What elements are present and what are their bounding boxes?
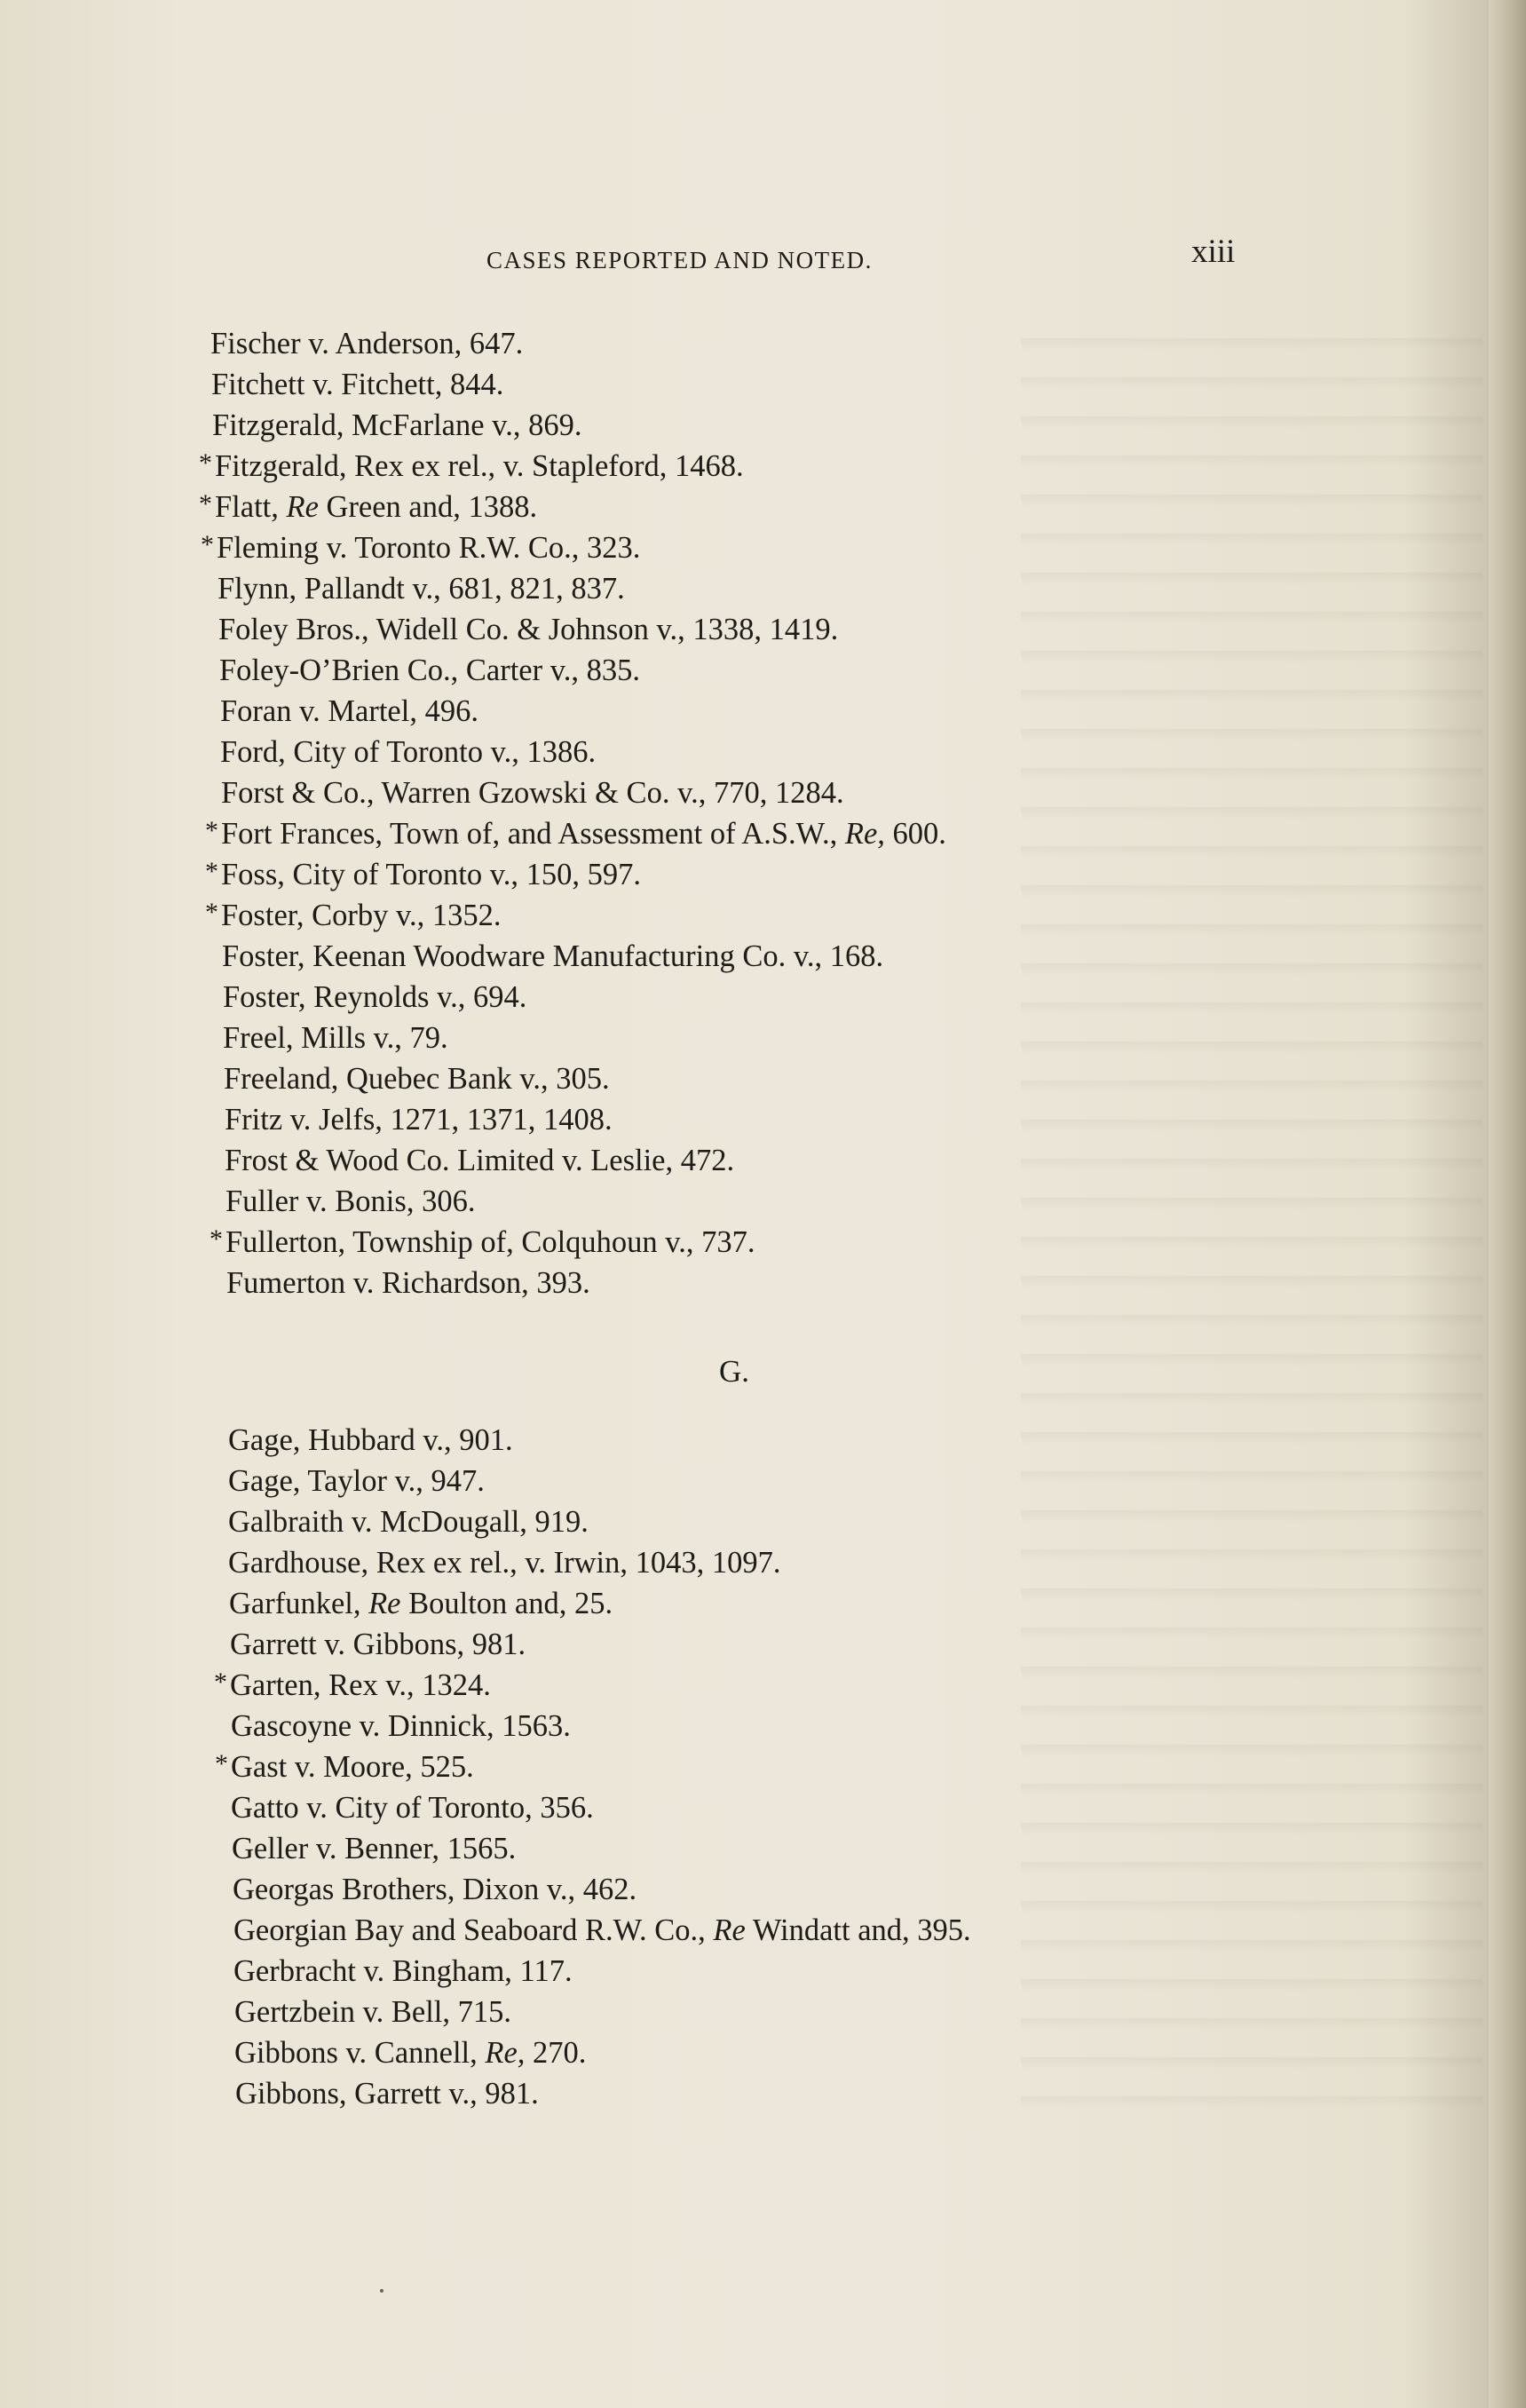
asterisk-marker: * <box>199 448 212 478</box>
asterisk-marker: * <box>205 898 218 927</box>
index-entry: Fitchett v. Fitchett, 844. <box>211 368 504 401</box>
index-entry: * Flatt, Re Green and, 1388. <box>215 489 537 525</box>
page-number: xiii <box>1191 234 1236 270</box>
index-entry: * Fleming v. Toronto R.W. Co., 323. <box>217 530 640 566</box>
index-entry: Gascoyne v. Dinnick, 1563. <box>231 1709 571 1743</box>
index-entry: Forst & Co., Warren Gzowski & Co. v., 770, 1284. <box>221 776 844 810</box>
index-entry: Geller v. Benner, 1565. <box>232 1832 517 1865</box>
index-entry: Garfunkel, Re Boulton and, 25. <box>229 1587 613 1620</box>
index-entry: Georgian Bay and Seaboard R.W. Co., Re Windatt and, 395. <box>233 1913 971 1947</box>
index-entry: Fitzgerald, McFarlane v., 869. <box>212 408 582 442</box>
index-entry: * Fullerton, Township of, Colquhoun v., 737. <box>225 1224 755 1260</box>
asterisk-marker: * <box>199 489 212 519</box>
index-entry: Gibbons, Garrett v., 981. <box>235 2077 539 2111</box>
asterisk-marker: * <box>205 816 218 845</box>
index-entry: * Fort Frances, Town of, and Assessment of A.S.W., Re, 600. <box>221 816 946 852</box>
index-entry: Fumerton v. Richardson, 393. <box>226 1266 590 1300</box>
index-entry: Foley-O’Brien Co., Carter v., 835. <box>219 653 640 687</box>
index-entry: * Gast v. Moore, 525. <box>231 1749 474 1785</box>
index-entry: Garrett v. Gibbons, 981. <box>230 1628 526 1661</box>
index-entry: * Garten, Rex v., 1324. <box>230 1667 491 1703</box>
index-entry: Flynn, Pallandt v., 681, 821, 837. <box>217 572 625 606</box>
asterisk-marker: * <box>205 857 218 886</box>
index-entry: Gertzbein v. Bell, 715. <box>234 1995 512 2029</box>
index-entry: Foster, Reynolds v., 694. <box>223 980 527 1014</box>
index-entry: Gatto v. City of Toronto, 356. <box>231 1791 594 1825</box>
index-entry: Frost & Wood Co. Limited v. Leslie, 472. <box>225 1144 735 1177</box>
asterisk-marker: * <box>210 1224 223 1254</box>
index-entry: Gardhouse, Rex ex rel., v. Irwin, 1043, 1097. <box>228 1546 781 1580</box>
asterisk-marker: * <box>201 530 214 559</box>
index-entry: Fuller v. Bonis, 306. <box>225 1184 476 1218</box>
index-entry: Ford, City of Toronto v., 1386. <box>220 735 597 769</box>
index-entry: Fischer v. Anderson, 647. <box>210 327 524 360</box>
print-speck <box>380 2289 383 2293</box>
asterisk-marker: * <box>215 1749 228 1778</box>
index-entry: Gage, Hubbard v., 901. <box>228 1423 513 1457</box>
index-entry: * Foss, City of Toronto v., 150, 597. <box>221 857 641 892</box>
index-entry: Gerbracht v. Bingham, 117. <box>233 1954 573 1988</box>
index-entry: Foran v. Martel, 496. <box>220 694 478 728</box>
index-entry: Gibbons v. Cannell, Re, 270. <box>234 2036 587 2070</box>
index-entry: Freeland, Quebec Bank v., 305. <box>224 1062 610 1096</box>
section-heading-g: G. <box>719 1354 750 1389</box>
index-entry: Georgas Brothers, Dixon v., 462. <box>233 1873 637 1906</box>
index-entry: Gage, Taylor v., 947. <box>228 1464 485 1498</box>
index-entry: * Fitzgerald, Rex ex rel., v. Stapleford, 1468. <box>215 448 744 484</box>
index-entry: Foley Bros., Widell Co. & Johnson v., 1338, 1419. <box>218 613 839 646</box>
index-entry: Foster, Keenan Woodware Manufacturing Co. v., 168. <box>222 939 884 973</box>
running-header: CASES REPORTED AND NOTED. <box>486 247 873 273</box>
index-entry: Galbraith v. McDougall, 919. <box>228 1505 589 1539</box>
asterisk-marker: * <box>214 1667 227 1697</box>
index-entry: Freel, Mills v., 79. <box>223 1021 448 1055</box>
index-entry: Fritz v. Jelfs, 1271, 1371, 1408. <box>225 1103 613 1137</box>
index-entry: * Foster, Corby v., 1352. <box>221 898 502 933</box>
